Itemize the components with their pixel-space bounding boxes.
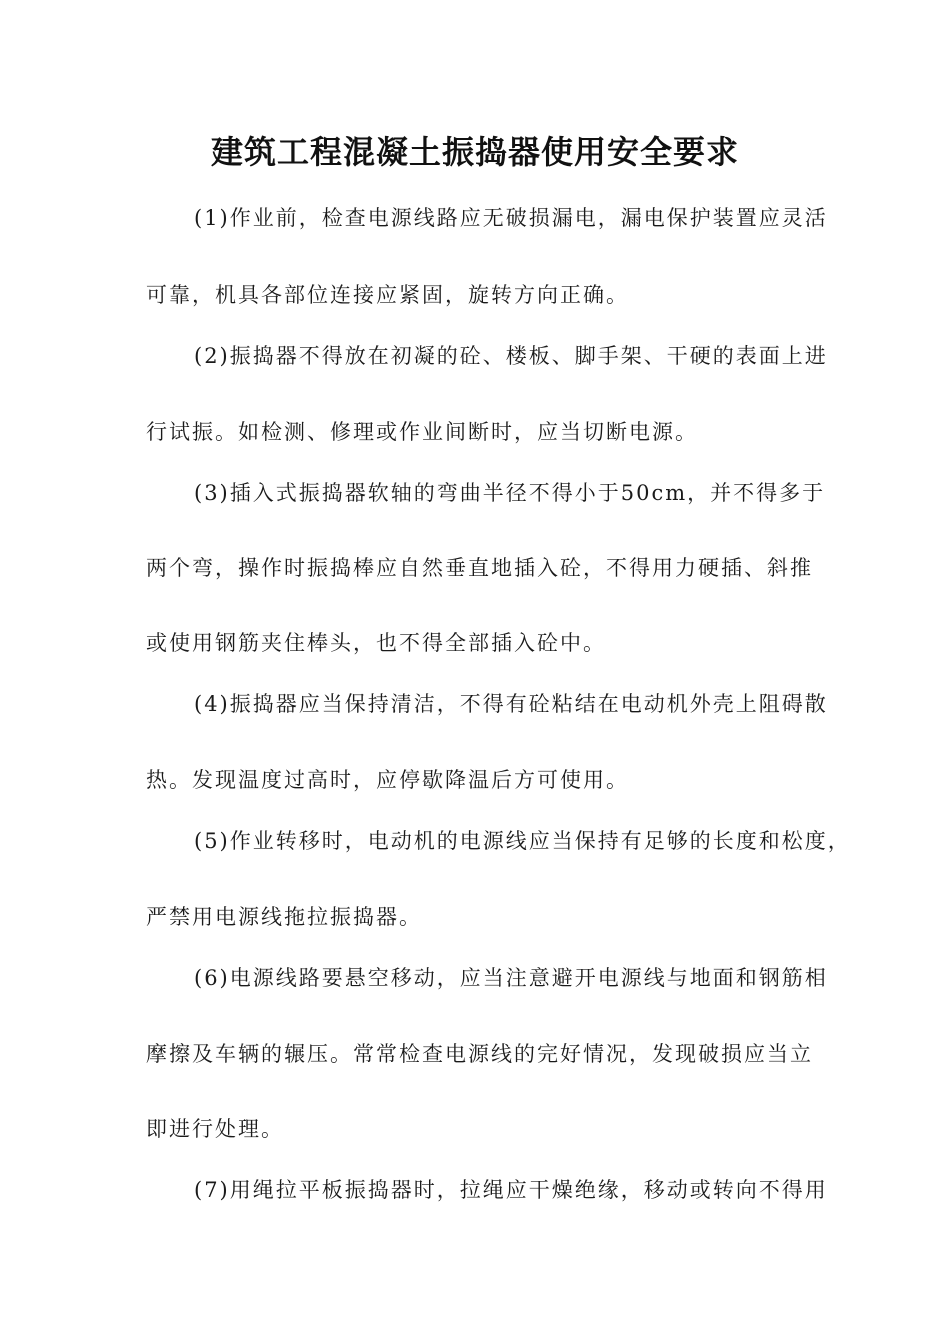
paragraph-6-line-3: 即进行处理。 — [146, 1117, 284, 1141]
document-title: 建筑工程混凝土振捣器使用安全要求 — [210, 133, 739, 171]
paragraph-3-line-3: 或使用钢筋夹住棒头，也不得全部插入砼中。 — [146, 631, 606, 655]
paragraph-4-line-1: (4)振捣器应当保持清洁，不得有砼粘结在电动机外壳上阻碍散 — [194, 692, 828, 716]
paragraph-6-line-1: (6)电源线路要悬空移动，应当注意避开电源线与地面和钢筋相 — [194, 966, 828, 990]
paragraph-1-line-1: (1)作业前，检查电源线路应无破损漏电，漏电保护装置应灵活 — [194, 206, 828, 230]
paragraph-6-line-2: 摩擦及车辆的辗压。常常检查电源线的完好情况，发现破损应当立 — [146, 1042, 813, 1066]
paragraph-2-line-2: 行试振。如检测、修理或作业间断时，应当切断电源。 — [146, 420, 698, 444]
paragraph-2-line-1: (2)振捣器不得放在初凝的砼、楼板、脚手架、干硬的表面上进 — [194, 344, 828, 368]
paragraph-5-line-2: 严禁用电源线拖拉振捣器。 — [146, 905, 422, 929]
paragraph-1-line-2: 可靠，机具各部位连接应紧固，旋转方向正确。 — [146, 283, 629, 307]
paragraph-5-line-1: (5)作业转移时，电动机的电源线应当保持有足够的长度和松度， — [194, 829, 851, 853]
paragraph-7-line-1: (7)用绳拉平板振捣器时，拉绳应干燥绝缘，移动或转向不得用 — [194, 1178, 828, 1202]
paragraph-3-line-2: 两个弯，操作时振捣棒应自然垂直地插入砼，不得用力硬插、斜推 — [146, 556, 813, 580]
paragraph-3-line-1: (3)插入式振捣器软轴的弯曲半径不得小于50cm，并不得多于 — [194, 481, 826, 505]
paragraph-4-line-2: 热。发现温度过高时，应停歇降温后方可使用。 — [146, 768, 629, 792]
